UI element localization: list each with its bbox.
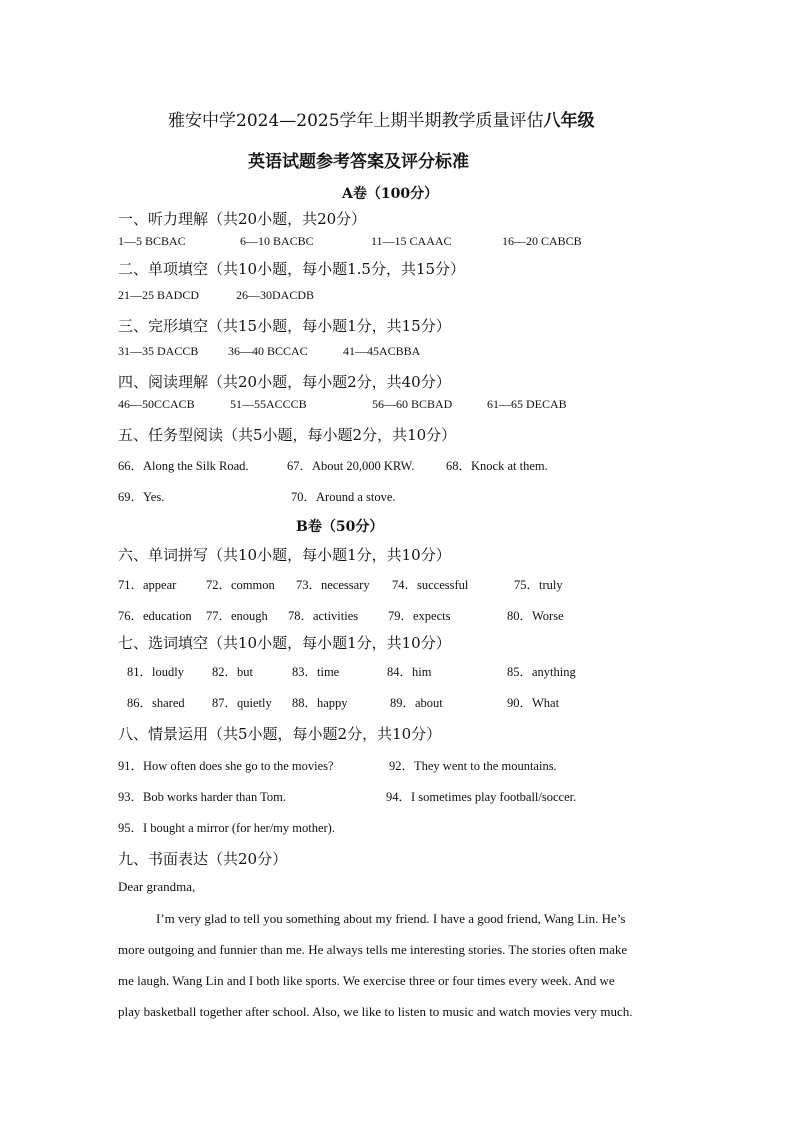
- answer-item: 6—10 BACBC: [240, 234, 314, 248]
- answer-item: 51—55ACCCB: [230, 397, 307, 411]
- section-heading: 七、选词填空（共10小题，每小题1分，共10分）: [118, 634, 451, 652]
- title-main: 雅安中学2024—2025学年上期半期教学质量评估: [168, 111, 544, 131]
- answer-item: 79．expects: [388, 609, 451, 623]
- answer-item: 80．Worse: [507, 609, 564, 623]
- answer-item: 16—20 CABCB: [502, 234, 582, 248]
- answer-item: 81．loudly: [127, 665, 184, 679]
- answer-item: 75．truly: [514, 578, 563, 592]
- answer-item: 95．I bought a mirror (for her/my mother).: [118, 821, 335, 835]
- title-grade: 八年级: [543, 111, 595, 131]
- answer-item: 77．enough: [206, 609, 268, 623]
- answer-item: 73．necessary: [296, 578, 370, 592]
- answer-item: 21—25 BADCD: [118, 288, 200, 302]
- answer-item: 46—50CCACB: [118, 397, 195, 411]
- section-heading: 六、单词拼写（共10小题，每小题1分，共10分）: [118, 546, 451, 564]
- answer-item: 93．Bob works harder than Tom.: [118, 790, 286, 804]
- answer-item: 89．about: [390, 696, 443, 710]
- essay-line: me laugh. Wang Lin and I both like sports. We exercise three or four times every week. And we: [118, 973, 615, 988]
- answer-item: 26—30DACDB: [236, 288, 315, 302]
- answer-item: 84．him: [387, 665, 432, 679]
- section-heading: 二、单项填空（共10小题，每小题1.5分，共15分）: [118, 260, 466, 278]
- answer-item: 11—15 CAAAC: [371, 234, 452, 248]
- section-heading: 五、任务型阅读（共5小题，每小题2分，共10分）: [118, 426, 457, 444]
- answer-item: 41—45ACBBA: [343, 344, 421, 358]
- answer-item: 61—65 DECAB: [487, 397, 567, 411]
- answer-item: 1—5 BCBAC: [118, 234, 186, 248]
- section-heading: 三、完形填空（共15小题，每小题1分，共15分）: [118, 317, 451, 335]
- answer-item: 86．shared: [127, 696, 185, 710]
- section-heading: 一、听力理解（共20小题，共20分）: [118, 210, 367, 228]
- answer-item: 69．Yes.: [118, 490, 165, 504]
- essay-line: more outgoing and funnier than me. He always tells me interesting stories. The stories often make: [118, 942, 628, 957]
- document-title: [168, 106, 595, 131]
- answer-item: 76．education: [118, 609, 192, 623]
- volume-a-heading: A卷（100分）: [342, 186, 439, 202]
- essay-line: I’m very glad to tell you something about my friend. I have a good friend, Wang Lin. He’s: [156, 911, 626, 926]
- answer-item: 70．Around a stove.: [291, 490, 396, 504]
- document-subtitle: 英语试题参考答案及评分标准: [248, 152, 469, 172]
- answer-item: 67．About 20,000 KRW.: [287, 459, 415, 473]
- answer-item: 91．How often does she go to the movies?: [118, 759, 334, 773]
- answer-item: 56—60 BCBAD: [372, 397, 453, 411]
- essay-line: play basketball together after school. Also, we like to listen to music and watch movies very much.: [118, 1004, 633, 1019]
- answer-item: 82．but: [212, 665, 253, 679]
- answer-item: 66．Along the Silk Road.: [118, 459, 249, 473]
- answer-item: 36—40 BCCAC: [228, 344, 308, 358]
- answer-item: 31—35 DACCB: [118, 344, 199, 358]
- answer-item: 90．What: [507, 696, 560, 710]
- section-heading: 九、书面表达（共20分）: [118, 850, 288, 868]
- section-heading: 八、情景运用（共5小题，每小题2分，共10分）: [118, 725, 442, 743]
- answer-item: 71．appear: [118, 578, 177, 592]
- volume-b-heading: B卷（50分）: [296, 519, 384, 535]
- answer-item: 88．happy: [292, 696, 348, 710]
- answer-item: 87．quietly: [212, 696, 272, 710]
- answer-item: 78．activities: [288, 609, 359, 623]
- answer-item: 83．time: [292, 665, 340, 679]
- answer-item: 92．They went to the mountains.: [389, 759, 557, 773]
- answer-item: 85．anything: [507, 665, 576, 679]
- answer-item: 74．successful: [392, 578, 469, 592]
- answer-item: 68．Knock at them.: [446, 459, 548, 473]
- answer-item: 72．common: [206, 578, 275, 592]
- letter-salutation: Dear grandma,: [118, 879, 196, 894]
- answer-item: 94．I sometimes play football/soccer.: [386, 790, 577, 804]
- section-heading: 四、阅读理解（共20小题，每小题2分，共40分）: [118, 373, 451, 391]
